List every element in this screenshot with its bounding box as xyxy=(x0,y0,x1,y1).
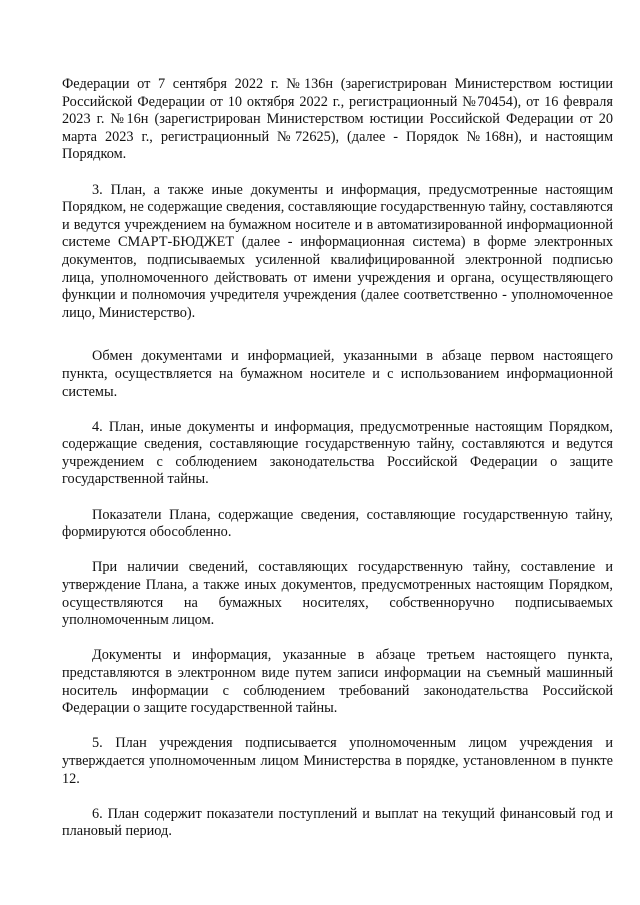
paragraph-clause-4-secret: При наличии сведений, составляющих государственную тайну, составление и утверждение Плана, а также иных документов, предусмотренных настоящим Порядком, осуществляются на бумажных носителях, собственноручно подписываемых уполномоченным лицом. xyxy=(62,559,613,629)
paragraph-clause-5: 5. План учреждения подписывается уполномоченным лицом учреждения и утверждается уполномоченным лицом Министерства в порядке, установленном в пункте 12. xyxy=(62,735,613,787)
paragraph-clause-4: 4. План, иные документы и информация, предусмотренные настоящим Порядком, содержащие сведения, составляющие государственную тайну, составляются и ведутся учреждением с соблюдением законодательства Российской Федерации о защите государственной тайны. xyxy=(62,418,613,488)
paragraph-clause-6: 6. План содержит показатели поступлений и выплат на текущий финансовый год и плановый период. xyxy=(62,805,613,840)
document-page xyxy=(62,76,613,841)
paragraph-clause-3-exchange: Обмен документами и информацией, указанными в абзаце первом настоящего пункта, осуществляется на бумажном носителе и с использованием информационной системы. xyxy=(62,348,613,400)
paragraph-clause-3: 3. План, а также иные документы и информация, предусмотренные настоящим Порядком, не содержащие сведения, составляющие государственную тайну, составляются и ведутся учреждением на бумажном носителе и в автоматизированной информационной системе СМАРТ-БЮДЖЕТ (далее - информационная система) в форме электронных документов, подписываемых усиленной квалифицированной электронной подписью лица, уполномоченного действовать от имени учреждения и органа, осуществляющего функции и полномочия учредителя учреждения (далее соответственно - уполномоченное лицо, Министерство). xyxy=(62,181,613,321)
paragraph-continuation: Федерации от 7 сентября 2022 г. №136н (зарегистрирован Министерством юстиции Российской Федерации от 10 октября 2022 г., регистрационный №70454), от 16 февраля 2023 г. №16н (зарегистрирован Министерством юстиции Российской Федерации от 20 марта 2023 г., регистрационный №72625), (далее - Порядок №168н), и настоящим Порядком. xyxy=(62,76,613,163)
paragraph-clause-4-indicators: Показатели Плана, содержащие сведения, составляющие государственную тайну, формируются обособленно. xyxy=(62,506,613,541)
paragraph-clause-4-electronic: Документы и информация, указанные в абзаце третьем настоящего пункта, представляются в электронном виде путем записи информации на съемный машинный носитель информации с соблюдением требований законодательства Российской Федерации о защите государственной тайны. xyxy=(62,647,613,717)
